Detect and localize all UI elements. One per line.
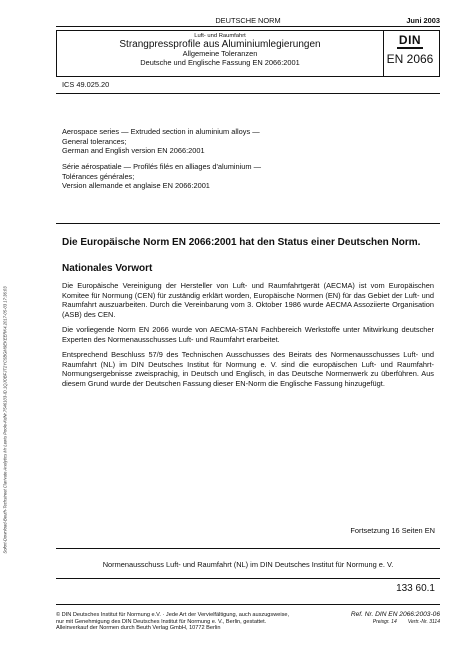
status-heading: Die Europäische Norm EN 2066:2001 hat den Status einer Deutschen Norm. [62, 237, 421, 248]
category: Luft- und Raumfahrt [194, 33, 246, 39]
divider [56, 604, 440, 605]
paragraph: Die Europäische Vereinigung der Hersteller von Luft- und Raumfahrtgerät (AECMA) ist vom Europäischen Komitee für Normung (CEN) für zuständig erklärt worden, Europäische Normen (EN) für das Gebiet der Luft- und Raumfahrt auszuarbeiten. Durch die Vereinbarung vom 3. Oktober 1986 wurde AECMA Assoziierte Organisation (ASB) des CEN. [62, 281, 434, 319]
issue-date: Juni 2003 [406, 16, 440, 25]
reference-number: Ref. Nr. DIN EN 2066:2003-06 [350, 611, 440, 618]
paragraph: Die vorliegende Norm EN 2066 wurde von AECMA-STAN Fachbereich Werkstoffe unter Mitwirkung deutscher Experten des Normenausschusses Luft- und Raumfahrt erarbeitet. [62, 325, 434, 344]
price-group: Preisgr. 14 [372, 618, 397, 625]
document-version: Deutsche und Englische Fassung EN 2066:2001 [140, 57, 300, 67]
divider [56, 548, 440, 549]
section-heading: Nationales Vorwort [62, 263, 153, 274]
copyright-line: © DIN Deutsches Institut für Normung e.V. · Jede Art der Vervielfältigung, auch auszugsweise, [56, 612, 290, 618]
standard-number: EN 2066 [386, 52, 434, 66]
english-title [62, 127, 260, 156]
document-subtitle: Allgemeine Toleranzen [182, 49, 258, 58]
title-box [56, 30, 440, 77]
reference-block [351, 612, 440, 625]
french-title-line: Version allemande et anglaise EN 2066:2001 [62, 181, 210, 190]
document-title: Strangpressprofile aus Aluminiumlegierungen [119, 39, 321, 50]
norm-label: DEUTSCHE NORM [215, 16, 281, 25]
english-title-line: General tolerances; [62, 136, 127, 146]
price-code: 133 60.1 [396, 583, 435, 594]
divider [56, 578, 440, 579]
copyright-notice [56, 612, 326, 632]
ics-code: ICS 49.025.20 [62, 80, 110, 89]
continuation-note: Fortsetzung 16 Seiten EN [350, 526, 435, 535]
french-title-line: Tolérances générales; [62, 171, 135, 181]
price-group-row [351, 619, 440, 626]
din-block [381, 31, 439, 76]
french-title [62, 162, 261, 191]
paragraph: Entsprechend Beschluss 57/9 des Technischen Ausschusses des Beirats des Normenausschusses Luft- und Raumfahrt (NL) im DIN Deutsches Institut für Normung e. V. sind die europäischen Luft- und Raumfahrt-Normungsergebnisse zweisprachig, in Deutsch und Englisch, in das Deutsche Normenwerk zu überführen. Aus diesem Grund wurde der Deutschen Fassung dieser EN-Norm die Englische Fassung hinzugefügt. [62, 350, 434, 388]
divider [56, 223, 440, 224]
vertr-number: Vertr.-Nr. 3114 [407, 618, 440, 625]
din-logo: DIN [398, 33, 422, 47]
french-title-line: Série aérospatiale — Profilés filés en alliages d'aluminium — [62, 162, 261, 171]
top-bar [56, 16, 440, 27]
committee-line: Normenausschuss Luft- und Raumfahrt (NL) im DIN Deutsches Institut für Normung e. V. [102, 560, 394, 569]
copyright-line: Alleinverkauf der Normen durch Beuth Verlag GmbH, 10772 Berlin [56, 625, 221, 631]
english-title-line: Aerospace series — Extruded section in aluminium alloys — [62, 127, 260, 136]
divider [56, 93, 440, 94]
side-watermark-text: Sofort-Download-Beuth-Techstreet Clarivate Analytics Mr Lewis Poole-KdNr.7546103-ID.1QJOBFJT2YC5BGM9EKEERK4.2017-05-03 17:36:03 [2, 286, 8, 554]
english-title-line: German and English version EN 2066:2001 [62, 146, 205, 155]
title-block [57, 31, 384, 76]
copyright-line: nur mit Genehmigung des DIN Deutsches Institut für Normung e. V., Berlin, gestattet. [56, 618, 267, 625]
side-watermark [0, 190, 10, 650]
